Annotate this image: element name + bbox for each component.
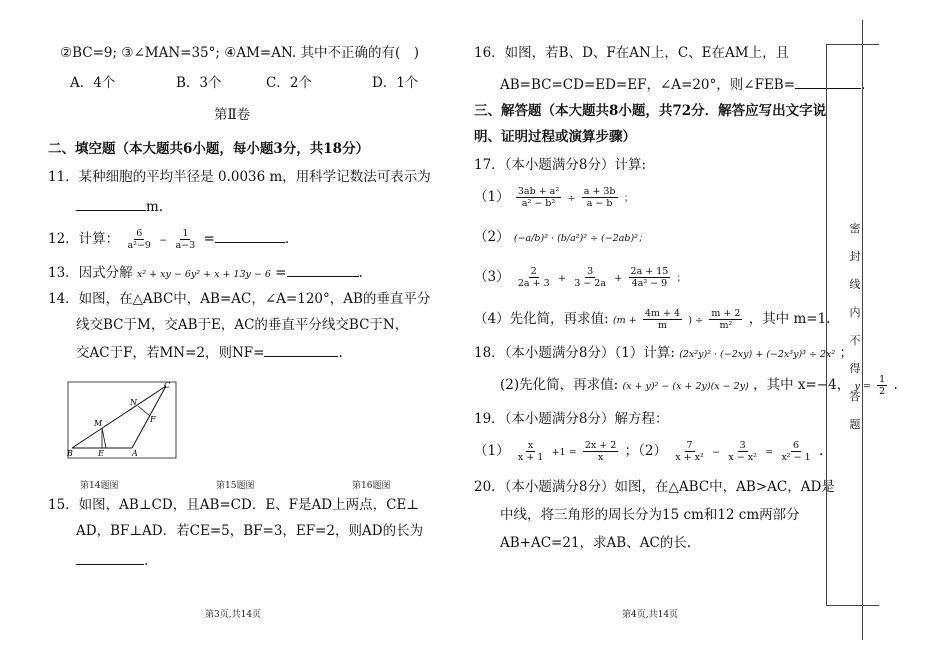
- answer-blank[interactable]: [76, 196, 146, 211]
- q15-line-1: 15．如图，AB⊥CD，且AB=CD．E、F是AD上两点，CE⊥: [48, 497, 420, 513]
- q17-part-2: （2） (−a/b)² · (b/a²)² ÷ (−2ab)²；: [474, 229, 648, 245]
- caption-16: 第16题图: [352, 481, 391, 491]
- binding-char: 不: [849, 334, 861, 347]
- choice-d: D．1个: [372, 75, 419, 91]
- q11-text: 11．某种细胞的平均半径是 0.0036 m，用科学记数法可表示为: [48, 169, 431, 185]
- figure-frame: [68, 382, 176, 458]
- answer-blank[interactable]: [215, 228, 285, 243]
- q14-line-1: 14．如图，在△ABC中，AB=AC，∠A=120°，AB的垂直平分: [48, 291, 431, 307]
- answer-blank[interactable]: [76, 550, 144, 565]
- answer-heading-2: 明、证明过程或演算步骤）: [474, 129, 636, 145]
- choice-a: A．4个: [70, 75, 116, 91]
- segment-nf: [138, 406, 150, 416]
- binding-char: 密: [849, 222, 861, 235]
- binding-line: [862, 20, 863, 640]
- segment-ac: [132, 386, 166, 448]
- binding-char: 题: [849, 418, 861, 431]
- q20-line-3: AB+AC=21，求AB、AC的长.: [500, 535, 692, 551]
- q11-answer-line: m.: [76, 196, 163, 216]
- q12-fraction-1: $\frac{6}{\text{a²−9}}$: [127, 228, 151, 251]
- q16-line-1: 16．如图，若B、D、F在AN上，C、E在AM上，且: [474, 45, 790, 61]
- q20-line-2: 中线，将三角形的周长分为15 cm和12 cm两部分: [500, 507, 800, 523]
- q16-line-2: AB=BC=CD=ED=EF，∠A=20°，则∠FEB= .: [500, 74, 865, 94]
- choice-b: B．3个: [176, 75, 222, 91]
- binding-char: 答: [849, 390, 861, 403]
- page-footer-right: 第4页,共14页: [622, 610, 679, 620]
- q12-fraction-2: $\frac{1}{a-3}$: [175, 228, 196, 251]
- label-b: B: [67, 449, 73, 458]
- q18-line-1: 18．（本小题满分8分）（1）计算: (2x²y)² · (−2xy) + (−2x³y)³ ÷ 2x² ；: [474, 345, 853, 361]
- binding-char: 封: [849, 250, 861, 263]
- q10-continuation: ②BC=9; ③∠MAN=35°; ④AM=AN. 其中不正确的有( ): [60, 45, 420, 61]
- label-c: C: [164, 381, 171, 390]
- label-e: E: [98, 449, 104, 458]
- choice-c: C．2个: [266, 75, 312, 91]
- q17-part-3: （3） $\frac{2}{2a + 3}$ + $\frac{3}{3 - 2a}$ + $\frac{2a + 15}{\text{4a² − 9}}$ ；: [474, 266, 687, 289]
- caption-15: 第15题图: [216, 481, 255, 491]
- label-n: N: [130, 398, 137, 407]
- binding-char: 得: [849, 362, 861, 375]
- q12-row: 12．计算： $\frac{6}{\text{a²−9}}$ − $\frac{1}{a-3}$ = .: [48, 228, 290, 251]
- q20-line-1: 20．（本小题满分8分）如图，在△ABC中，AB>AC，AD是: [474, 479, 835, 495]
- answer-blank[interactable]: [264, 342, 338, 357]
- binding-margin-box: [826, 44, 879, 606]
- q17-part-4: （4）先化简，再求值: (m + $\frac{4m + 4}{m}$ ) ÷ $\frac{m + 2}{\text{m²}}$ ，其中 m=1.: [474, 308, 831, 331]
- q17-part-1: （1） $\frac{\text{3ab + a²}}{\text{a² − b²}}$ ÷ $\frac{a + 3b}{a - b}$ ；: [474, 186, 634, 209]
- q19-title: 19．（本小题满分8分）解方程：: [474, 411, 669, 427]
- label-a: A: [132, 449, 138, 458]
- binding-char: 线: [849, 278, 861, 291]
- q14-line-3: 交AC于F，若MN=2，则NF= .: [76, 342, 343, 362]
- fill-in-heading: 二、填空题（本大题共6小题，每小题3分，共18分）: [48, 141, 370, 157]
- answer-blank[interactable]: [287, 262, 359, 277]
- section-title: 第Ⅱ卷: [214, 107, 251, 123]
- caption-14: 第14题图: [80, 481, 119, 491]
- label-f: F: [150, 415, 156, 424]
- q15-line-2: AD，BF⊥AD．若CE=5，BF=3，EF=2，则AD的长为: [76, 523, 424, 539]
- label-m: M: [94, 419, 103, 428]
- q14-figure: [66, 380, 178, 460]
- q18-line-2: (2)先化简，再求值: (x + y)² − (x + 2y)(x − 2y) ，其中 x=−4， y = $\frac{1}{2}$ .: [500, 374, 898, 397]
- q19-equations: （1） $\frac{x}{x + 1}$ +1 = $\frac{2x + 2}{x}$ ；（2） $\frac{7}{\text{x + x²}}$ − $\frac{3}{\text{x − x²}}$ = $\frac{6}{\text{x² − 1}}$ .: [474, 440, 824, 463]
- q13-row: 13．因式分解 x² + xy − 6y² + x + 13y − 6 = .: [48, 262, 363, 284]
- page-footer-left: 第3页,共14页: [205, 610, 262, 620]
- segment-mbis: [102, 428, 106, 448]
- answer-heading-1: 三、解答题（本大题共8小题，共72分．解答应写出文字说: [474, 103, 827, 119]
- q17-title: 17．（本小题满分8分）计算:: [474, 157, 647, 173]
- binding-char: 内: [849, 306, 861, 319]
- q14-line-2: 线交BC于M，交AB于E，AC的垂直平分线交BC于N，: [76, 317, 409, 333]
- q15-answer-line: .: [76, 550, 148, 570]
